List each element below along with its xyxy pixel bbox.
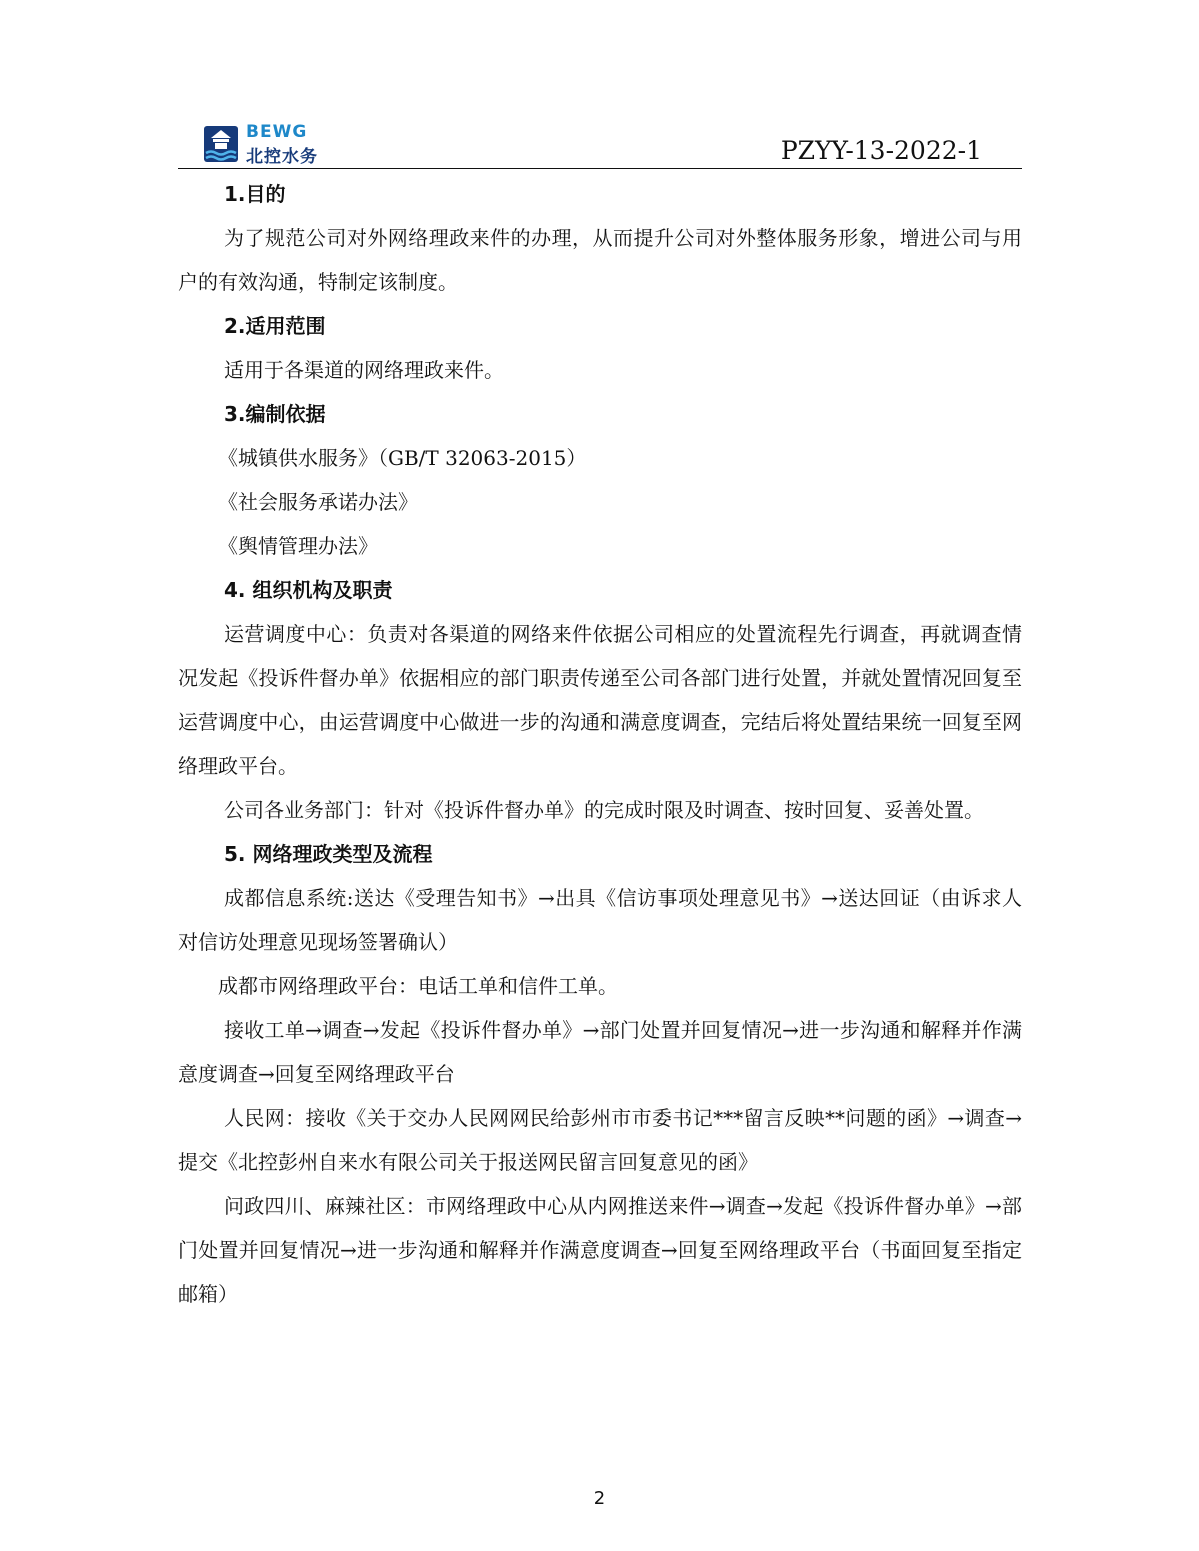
section-5-paragraph: 人民网：接收《关于交办人民网网民给彭州市市委书记***留言反映**问题的函》→调查→提交《北控彭州自来水有限公司关于报送网民留言回复意见的函》 [178, 1106, 1022, 1174]
section-2-heading: 2.适用范围 [224, 314, 326, 338]
section-4-heading: 4. 组织机构及职责 [224, 578, 393, 602]
section-4-paragraph: 公司各业务部门：针对《投诉件督办单》的完成时限及时调查、按时回复、妥善处置。 [224, 798, 984, 822]
section-5-paragraph: 成都市网络理政平台：电话工单和信件工单。 [218, 974, 618, 998]
header-divider [178, 168, 1022, 169]
section-2-paragraph: 适用于各渠道的网络理政来件。 [224, 358, 504, 382]
document-code: PZYY-13-2022-1 [780, 136, 982, 165]
page-header [178, 122, 1022, 170]
reference-item: 《社会服务承诺办法》 [218, 490, 418, 514]
document-body [178, 172, 1022, 1316]
logo-text-en: BEWG [246, 122, 308, 142]
section-5-paragraph: 成都信息系统:送达《受理告知书》→出具《信访事项处理意见书》→送达回证（由诉求人对信访处理意见现场签署确认） [178, 886, 1022, 954]
logo-text-cn: 北控水务 [246, 147, 318, 167]
section-4-paragraph: 运营调度中心：负责对各渠道的网络来件依据公司相应的处置流程先行调查，再就调查情况发起《投诉件督办单》依据相应的部门职责传递至公司各部门进行处置，并就处置情况回复至运营调度中心，由运营调度中心做进一步的沟通和满意度调查，完结后将处置结果统一回复至网络理政平台。 [178, 622, 1022, 778]
section-5-paragraph: 问政四川、麻辣社区：市网络理政中心从内网推送来件→调查→发起《投诉件督办单》→部门处置并回复情况→进一步沟通和解释并作满意度调查→回复至网络理政平台（书面回复至指定邮箱） [178, 1194, 1022, 1306]
reference-item: 《城镇供水服务》（GB/T 32063-2015） [218, 446, 587, 470]
section-1-paragraph: 为了规范公司对外网络理政来件的办理，从而提升公司对外整体服务形象，增进公司与用户的有效沟通，特制定该制度。 [178, 226, 1022, 294]
section-5-heading: 5. 网络理政类型及流程 [224, 842, 433, 866]
company-logo [202, 124, 342, 166]
bewg-logo-icon [202, 124, 240, 164]
reference-item: 《舆情管理办法》 [218, 534, 378, 558]
page-number: 2 [593, 1488, 606, 1509]
section-3-heading: 3.编制依据 [224, 402, 326, 426]
section-1-heading: 1.目的 [224, 182, 286, 206]
section-5-paragraph: 接收工单→调查→发起《投诉件督办单》→部门处置并回复情况→进一步沟通和解释并作满意度调查→回复至网络理政平台 [178, 1018, 1022, 1086]
